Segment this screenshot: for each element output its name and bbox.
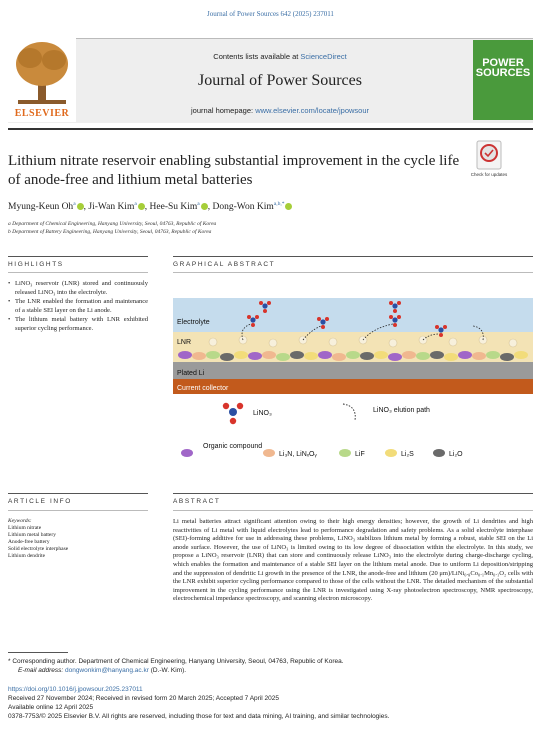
orcid-icon[interactable] xyxy=(77,203,84,210)
article-title: Lithium nitrate reservoir enabling substantial improvement in the cycle life of anode-free and lithium metal batteries xyxy=(8,153,460,188)
doi-link[interactable]: https://doi.org/10.1016/j.jpowsour.2025.237011 xyxy=(8,686,143,693)
homepage-link[interactable]: www.elsevier.com/locate/jpowsour xyxy=(255,106,370,115)
author[interactable]: Dong-Won Kim$^{a,b,*}$ xyxy=(213,202,293,212)
affiliation: b Department of Battery Engineering, Hanyang University, Seoul, 04763, Republic of Korea xyxy=(8,229,212,235)
organic-legend-swatch xyxy=(181,449,193,457)
keyword: Lithium metal battery xyxy=(8,532,56,538)
journal-cover xyxy=(473,40,533,120)
email-link[interactable]: dongwonkim@hanyang.ac.kr xyxy=(64,667,149,674)
graphical-abstract-rule xyxy=(173,256,533,257)
article-info-rule xyxy=(8,493,148,494)
current-collector-label: Current collector xyxy=(177,385,229,392)
keyword: Lithium nitrate xyxy=(8,525,42,531)
email-line: E-mail address: dongwonkim@hanyang.ac.kr (D.-W. Kim). xyxy=(18,667,187,674)
journal-cover-title: POWER SOURCES xyxy=(475,57,531,79)
li3n-legend-swatch xyxy=(263,449,275,457)
highlights-rule xyxy=(8,256,148,257)
copyright-line: 0378-7753/© 2025 Elsevier B.V. All rights are reserved, including those for text and data mining, AI training, and similar technologies. xyxy=(8,713,390,720)
highlight-item: • The LNR enabled the formation and maintenance of a stable SEI layer on the Li anode. xyxy=(15,298,148,315)
abstract-rule xyxy=(173,493,533,494)
contents-line: Contents lists available at ScienceDirect xyxy=(213,52,347,61)
online-date: Available online 12 April 2025 xyxy=(8,704,94,711)
plated-li-label: Plated Li xyxy=(177,370,205,377)
highlights-list xyxy=(8,280,148,334)
keyword: Solid electrolyte interphase xyxy=(8,546,69,552)
highlights-subrule xyxy=(8,272,148,273)
lnr-label: LNR xyxy=(177,339,192,346)
li2o-legend-swatch xyxy=(433,449,445,457)
orcid-icon[interactable] xyxy=(138,203,145,210)
li2o-legend-label: Li₂O xyxy=(449,451,463,458)
highlight-item: • The lithium metal battery with LNR exhibited superior cycling performance. xyxy=(15,316,148,333)
organic-legend-label: Organic compound xyxy=(203,443,263,450)
elution-legend-label: LiNO₃ elution path xyxy=(373,407,430,414)
journal-citation[interactable]: Journal of Power Sources 642 (2025) 237011 xyxy=(207,10,334,18)
lino3-legend-label: LiNO₃ xyxy=(253,410,272,417)
keywords-label: Keywords: xyxy=(8,518,32,524)
check-for-updates-label[interactable]: Check for updates xyxy=(470,172,508,177)
graphical-abstract-subrule xyxy=(173,272,533,273)
author-list: Myung-Keun Oh$^a$ , Ji-Wan Kim$^a$ , Hee-Su Kim$^a$ , Dong-Won Kim$^{a,b,*}$ xyxy=(8,201,528,212)
lif-legend-label: LiF xyxy=(355,451,365,458)
author[interactable]: Hee-Su Kim$^a$ xyxy=(150,202,208,212)
keyword: Anode-free battery xyxy=(8,539,50,545)
highlight-item: • LiNO₃ reservoir (LNR) stored and continuously released LiNO₃ into the electrolyte. xyxy=(15,280,148,297)
abstract-subrule xyxy=(173,510,533,511)
publisher-name: ELSEVIER xyxy=(14,108,70,119)
article-info-subrule xyxy=(8,510,148,511)
sciencedirect-link[interactable]: ScienceDirect xyxy=(300,52,347,61)
keyword: Lithium dendrite xyxy=(8,553,46,559)
affiliation: a Department of Chemical Engineering, Hanyang University, Seoul, 04763, Republic of Korea xyxy=(8,221,217,227)
li2s-legend-label: Li₂S xyxy=(401,451,414,458)
article-info-heading: ARTICLE INFO xyxy=(8,498,72,505)
check-for-updates-icon[interactable] xyxy=(476,140,502,170)
author[interactable]: Ji-Wan Kim$^a$ xyxy=(88,202,144,212)
elution-legend-icon xyxy=(343,404,355,420)
author[interactable]: Myung-Keun Oh$^a$ xyxy=(8,202,84,212)
orcid-icon[interactable] xyxy=(285,203,292,210)
footnote-rule xyxy=(8,652,68,653)
abstract-heading: ABSTRACT xyxy=(173,498,221,505)
highlights-heading: HIGHLIGHTS xyxy=(8,261,64,268)
graphical-abstract-figure xyxy=(173,278,533,478)
orcid-icon[interactable] xyxy=(201,203,208,210)
received-dates: Received 27 November 2024; Received in revised form 20 March 2025; Accepted 7 April 2025 xyxy=(8,695,279,702)
electrolyte-label: Electrolyte xyxy=(177,319,210,326)
li3n-legend-label: Li₃N, LiNₓOᵧ xyxy=(279,451,317,458)
keywords-block xyxy=(8,518,148,560)
header-rule xyxy=(8,128,533,130)
corresponding-author-note: * Corresponding author. Department of Chemical Engineering, Hanyang University, Seoul, 04763, Republic of Korea. xyxy=(8,658,344,665)
lino3-legend-icon xyxy=(223,403,243,424)
graphical-abstract-heading: GRAPHICAL ABSTRACT xyxy=(173,261,276,268)
journal-name: Journal of Power Sources xyxy=(198,72,362,89)
li2s-legend-swatch xyxy=(385,449,397,457)
abstract-text: Li metal batteries attract significant attention owing to their high energy densities; however, the growth of Li dendrites and high reactivities of Li metal with liquid electrolytes lead to performance degradation and safety problems. As a solid electrolyte interphase (SEI)-forming additive for use in addressing these problems, LiNO₃ stabilizes lithium metal by forming a robust, stable SEI on the Li anode surface. However, the use of LiNO₃ is limited owing to its low degree of dissociation within the electrolyte. In this study, we propose a LiNO₃ reservoir (LNR) that can store and continuously release LiNO₃ into the electrolyte during charge-discharge cycling, which enables the formation and maintenance of a stable SEI layer on the lithium metal anode. Due to uniform Li deposition/stripping and the suppression of dendritic Li growth in the presence of the LNR, the anode-free and lithium (20 μm)/LiNi₀.₈Co₀.₁Mn₀.₁O₂ cells with the LNR exhibit superior cycling performance compared to those of the cells without the LNR. The detailed mechanism of the substantial improvement in the cycling performance using the LNR is investigated using X-ray photoelectron spectroscopy, NMR spectroscopy, electrochemical impedance spectroscopy, and scanning electron microscopy. xyxy=(173,518,533,603)
lif-legend-swatch xyxy=(339,449,351,457)
plated-li-layer xyxy=(173,362,533,380)
journal-homepage: journal homepage: www.elsevier.com/locate/jpowsour xyxy=(190,106,370,115)
